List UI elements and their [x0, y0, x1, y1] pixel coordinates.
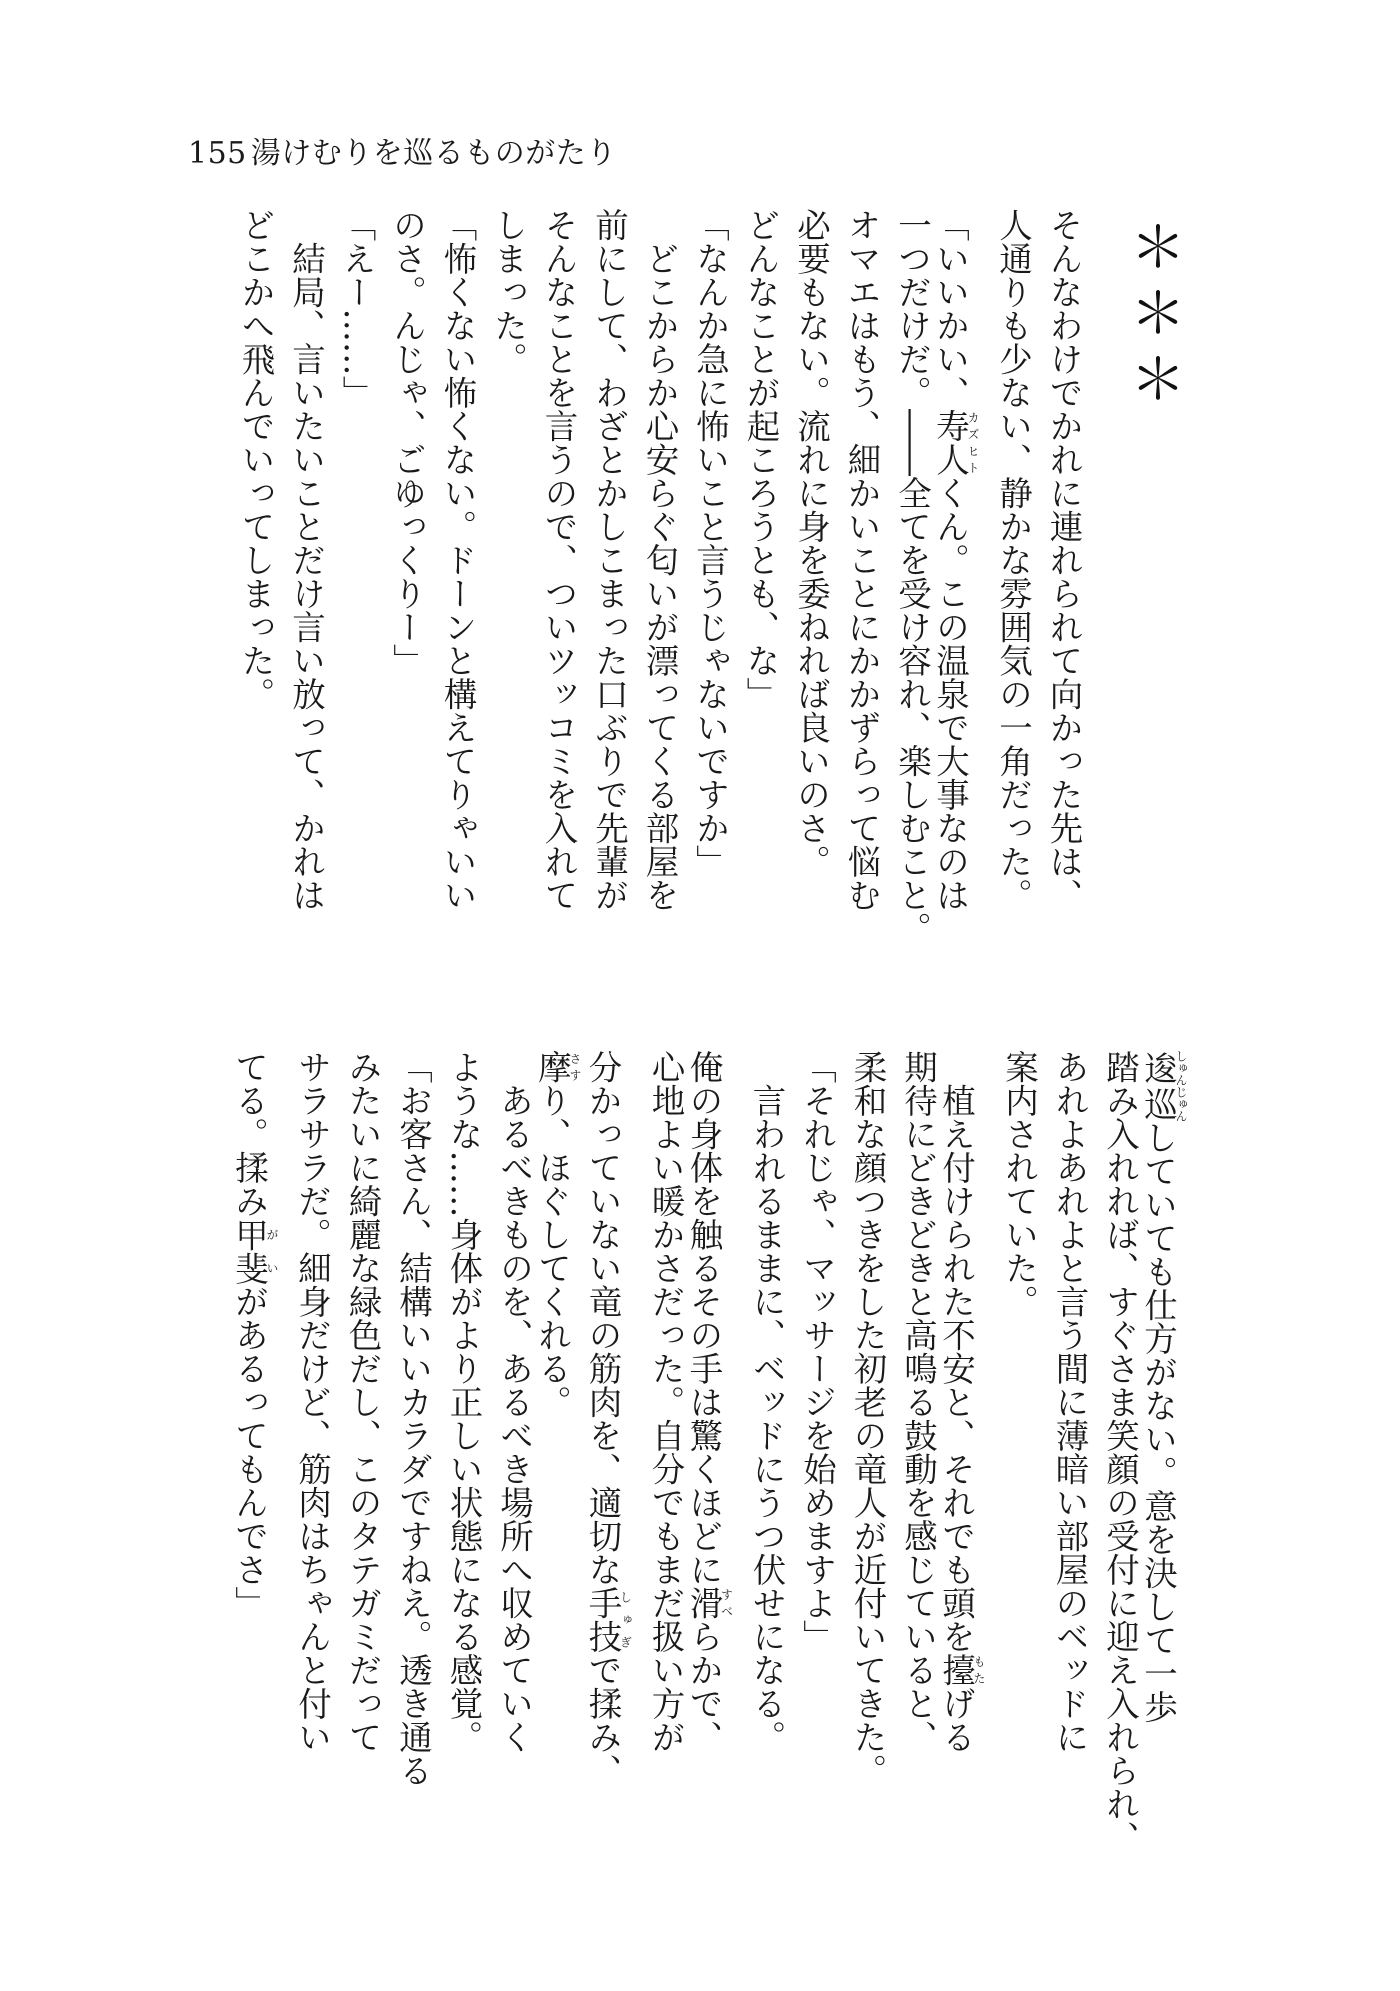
text-fragment: 植え付けられた不安と、それでも頭を: [936, 1050, 976, 1653]
bottom-text-block: [228, 1050, 1188, 1854]
text-fragment: 分かっていない竜の筋肉を、適切な: [583, 1050, 622, 1586]
text-fragment: らかで、: [684, 1619, 723, 1754]
text-line: 人通りも少ない、静かな雰囲気の一角だった。: [993, 208, 1033, 912]
ruby-base: 摩: [532, 1050, 572, 1084]
text-line: 期待にどきどきと高鳴る鼓動を感じていると、: [898, 1050, 938, 1754]
text-line: しまった。: [488, 208, 528, 376]
ruby-word: [936, 1653, 986, 1687]
ruby-base: 甲斐: [229, 1217, 269, 1285]
text-fragment: り、ほぐしてくれる。: [532, 1083, 572, 1419]
ruby-reading: しゅぎ: [618, 1586, 633, 1653]
text-line: のさ。んじゃ、ごゆっくりー」: [387, 208, 427, 677]
page-number: 155: [188, 136, 247, 171]
ruby-reading: がい: [265, 1217, 279, 1285]
text-line: 言われるままに、ベッドにうつ伏せになる。: [747, 1050, 786, 1754]
text-fragment: していても仕方がない。意を決して一歩: [1138, 1120, 1178, 1724]
text-fragment: があるってもんでさ」: [229, 1284, 269, 1620]
ruby-base: 滑: [684, 1586, 723, 1620]
top-text-block: [222, 208, 1186, 945]
ruby-reading: もた: [972, 1653, 986, 1687]
text-line: そんなわけでかれに連れられて向かった先は、: [1044, 208, 1083, 912]
text-line: 「それじゃ、マッサージを始めますよ」: [797, 1050, 837, 1653]
ruby-word: [532, 1050, 582, 1084]
ruby-reading: カズヒト: [966, 409, 980, 476]
ruby-base: 逡巡: [1138, 1050, 1178, 1122]
text-line: みたいに綺麗な緑色だし、このタテガミだって: [343, 1050, 382, 1754]
ruby-word: [930, 409, 980, 476]
ruby-reading: しゅんじゅん: [1174, 1050, 1188, 1122]
ruby-word: [229, 1217, 279, 1285]
text-line: 「なんか急に怖いこと言うじゃないですか」: [690, 208, 730, 878]
text-line: どこからか心安らぐ匂いが漂ってくる部屋を: [640, 208, 679, 912]
book-title: 湯けむりを巡るものがたり: [250, 136, 617, 171]
text-line: [531, 1050, 582, 1419]
ruby-reading: さす: [568, 1050, 582, 1084]
text-fragment: てる。揉み: [229, 1050, 269, 1218]
text-fragment: げる: [936, 1686, 976, 1754]
text-line: 結局、言いたいことだけ言い放って、かれは: [286, 208, 326, 912]
text-line: どこかへ飛んでいってしまった。: [236, 208, 275, 711]
text-fragment: で揉み、: [583, 1653, 622, 1787]
ruby-reading: すべ: [719, 1586, 734, 1620]
text-line: そんなことを言うので、ついツッコミを入れて: [539, 208, 578, 912]
text-line: ような……身体がより正しい状態になる感覚。: [444, 1050, 483, 1754]
text-line: 前にして、わざとかしこまった口ぶりで先輩が: [589, 208, 629, 912]
text-fragment: 俺の身体を触るその手は驚くほどに: [684, 1050, 723, 1586]
ruby-word: [684, 1586, 734, 1620]
text-line: 必要もない。流れに身を委ねれば良いのさ。: [791, 208, 831, 878]
ruby-word: [583, 1586, 633, 1653]
text-line: あるべきものを、あるべき場所へ収めていく: [494, 1050, 534, 1754]
text-line: サラサラだ。細身だけど、筋肉はちゃんと付い: [292, 1050, 332, 1754]
text-line: [929, 208, 980, 912]
text-line: [1137, 1050, 1188, 1724]
text-line: 案内されていた。: [999, 1050, 1039, 1318]
text-line: [228, 1050, 279, 1620]
ruby-base: 寿人: [930, 409, 970, 476]
section-separator: ＊＊＊: [1121, 218, 1186, 416]
text-line: 「えー……」: [337, 208, 376, 409]
text-fragment: 「いいかい、: [930, 208, 970, 409]
ruby-base: 擡: [936, 1653, 976, 1687]
text-line: 「お客さん、結構いいカラダですねえ。透き通る: [393, 1050, 433, 1787]
text-line: あれよあれよと言う間に薄暗い部屋のベッドに: [1050, 1050, 1089, 1754]
page-header: [188, 128, 617, 172]
text-line: どんなことが起ころうとも、な」: [741, 208, 780, 711]
ruby-base: 手技: [583, 1586, 622, 1653]
text-line: [682, 1050, 733, 1754]
text-line: [935, 1050, 986, 1754]
text-line: 一つだけだ。――全てを受け容れ、楽しむこと。: [892, 208, 932, 945]
text-line: 「怖くない怖くない。ドーンと構えてりゃいい: [438, 208, 477, 912]
text-line: 柔和な顔つきをした初老の竜人が近付いてきた。: [848, 1050, 887, 1787]
text-line: 踏み入れれば、すぐさま笑顔の受付に迎え入れられ、: [1100, 1050, 1140, 1854]
text-fragment: くん。この温泉で大事なのは: [930, 476, 970, 912]
text-line: オマエはもう、細かいことにかかずらって悩む: [842, 208, 881, 912]
text-line: [581, 1050, 632, 1787]
text-line: 心地よい暖かさだった。自分でもまだ扱い方が: [646, 1050, 685, 1754]
ruby-word: [1138, 1050, 1188, 1122]
